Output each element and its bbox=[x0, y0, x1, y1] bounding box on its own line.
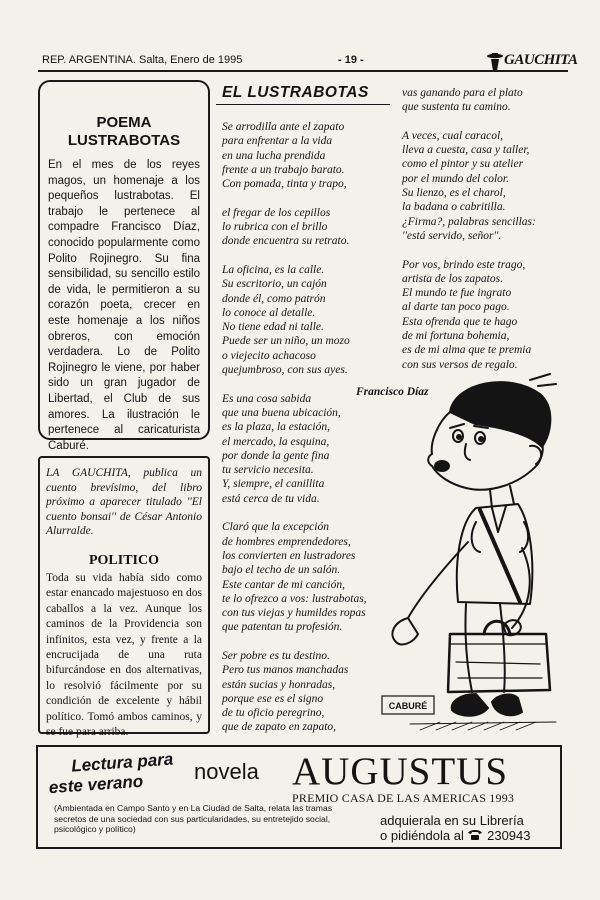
short-story-note: LA GAUCHITA, publica un cuento brevísimo, del libro próximo a aparecer titulado ''El cuento bonsai'' de César Antonio Alurralde. bbox=[46, 467, 202, 538]
ad-phone-number: 230943 bbox=[487, 828, 531, 843]
poem-line: como el pintor y su atelier bbox=[402, 158, 524, 171]
ad-slogan-line1: Lectura para bbox=[70, 749, 174, 776]
poem-line: están sucias y honradas, bbox=[222, 678, 336, 691]
ad-genre: novela bbox=[194, 759, 259, 784]
ad-description: (Ambientada en Campo Santo y en La Ciudad de Salta, relata las tramas secretos de una sociedad con sus particularidades, su entretejido social, psicológico y político) bbox=[54, 803, 333, 834]
poem-line: por donde la gente fina bbox=[222, 449, 330, 462]
poem-stanza bbox=[402, 258, 570, 372]
poem-line: Ser pobre es tu destino. bbox=[222, 649, 330, 662]
poem-stanza bbox=[222, 120, 392, 191]
poem-line: A veces, cual caracol, bbox=[402, 129, 504, 142]
poem-stanza bbox=[402, 129, 570, 243]
poem-line: Su lienzo, es el charol, bbox=[402, 187, 506, 200]
poem-line: donde encuentra su retrato. bbox=[222, 235, 350, 248]
poem-author: Francisco Díaz bbox=[356, 386, 429, 398]
poem-stanza bbox=[222, 263, 392, 377]
poem-stanza bbox=[222, 520, 392, 634]
ad-phone-line bbox=[380, 828, 531, 843]
illustrator-signature: CABURÉ bbox=[388, 701, 428, 711]
poem-line: bajo el techo de un salón. bbox=[222, 564, 341, 577]
poem-stanza bbox=[222, 392, 392, 506]
poem-line: Puede ser un niño, un mozo bbox=[222, 335, 350, 348]
poem-line: lleva a cuesta, casa y taller, bbox=[402, 144, 530, 157]
intro-box bbox=[38, 80, 210, 452]
poem-line: donde él, como patrón bbox=[222, 292, 326, 305]
book-advertisement bbox=[36, 745, 562, 849]
poem-line: artista de los zapatos. bbox=[402, 272, 503, 285]
intro-title-line1: POEMA bbox=[96, 114, 152, 131]
poem-stanza bbox=[222, 649, 392, 735]
intro-title bbox=[46, 114, 202, 150]
poem-line: con tus viejas y humildes ropas bbox=[222, 607, 366, 620]
intro-body: En el mes de los reyes magos, un homenaje a los pequeños lustrabotas. El trabajo le pertenece al compadre Francisco Díaz, conocido popularmente como Polito Rojinegro. Su fina sensibilidad, su sencillo estilo de vida, le permitieron a su corazón poeta, crecer en este homenaje a los niños obreros, con emoción verdadera. Lo de Polito Rojinegro le viene, por haber sido un gran jugador de Libertad, el Club de sus amores. La ilustración le pertenece al caricaturista Caburé. bbox=[48, 159, 200, 452]
poem-line: para enfrentar a la vida bbox=[222, 135, 333, 148]
poem-line: vas ganando para el plato bbox=[402, 87, 523, 99]
poem-line: lo conoce al detalle. bbox=[222, 306, 316, 319]
poem-line: Pero tus manos manchadas bbox=[222, 664, 349, 677]
ad-book-title: AUGUSTUS bbox=[292, 750, 509, 793]
poem-stanza bbox=[402, 86, 570, 115]
poem-title-rule bbox=[216, 104, 390, 105]
poem-line: Y, siempre, el canillita bbox=[222, 478, 325, 491]
poem-line: Este cantar de mi canción, bbox=[222, 578, 345, 591]
poem-line: en una lucha prendida bbox=[222, 149, 326, 162]
poem-line: Esta ofrenda que te hago bbox=[402, 315, 518, 328]
poem-line: el fregar de los cepillos bbox=[222, 206, 331, 219]
poem-line: al darte tan poco pago. bbox=[402, 301, 510, 314]
poem-line: Su escritorio, un cajón bbox=[222, 278, 327, 291]
poem-line: es de mi alma que te premia bbox=[402, 344, 532, 357]
poem-line: o viejecito achacoso bbox=[222, 349, 316, 362]
poem-line: porque ese es el signo bbox=[222, 692, 324, 705]
poem-line: de mi fortuna bohemia, bbox=[402, 330, 510, 343]
poem-column-2 bbox=[402, 86, 570, 386]
telephone-icon bbox=[467, 829, 483, 841]
poem-line: ''está servido, señor''. bbox=[402, 229, 502, 242]
poem-line: el mercado, la esquina, bbox=[222, 435, 330, 448]
poem-line: ¿Firma?, palabras sencillas: bbox=[402, 215, 536, 228]
intro-title-line2: LUSTRABOTAS bbox=[67, 132, 181, 149]
short-story-box bbox=[38, 456, 210, 739]
newspaper-logo bbox=[486, 52, 578, 72]
ad-award: PREMIO CASA DE LAS AMERICAS 1993 bbox=[292, 791, 515, 805]
poem-line: que sustenta tu camino. bbox=[402, 101, 511, 114]
poem-line: Con pomada, tinta y trapo, bbox=[222, 178, 347, 191]
poem-line: Se arrodilla ante el zapato bbox=[222, 121, 345, 133]
ad-phone-label: o pidiéndola al bbox=[380, 828, 464, 843]
poem-line: frente a un trabajo barato. bbox=[222, 163, 345, 176]
page-number: - 19 - bbox=[338, 54, 364, 66]
poem-line: que una buena ubicación, bbox=[222, 406, 341, 419]
poem-column-1 bbox=[222, 120, 392, 749]
ad-purchase-line: adquierala en su Librería bbox=[380, 813, 524, 828]
ad-slogan-line2: este verano bbox=[48, 771, 144, 798]
ad-slogan bbox=[47, 748, 199, 798]
short-story-title: POLITICO bbox=[88, 552, 159, 568]
header-dateline: REP. ARGENTINA. Salta, Enero de 1995 bbox=[42, 54, 243, 66]
logo-text: GAUCHITA bbox=[504, 52, 578, 68]
header-rule bbox=[38, 70, 568, 72]
poem-line: Es una cosa sabida bbox=[222, 392, 312, 405]
poem-line: Claró que la excepción bbox=[222, 521, 329, 534]
gaucho-logo-icon bbox=[486, 52, 504, 72]
poem-line: La oficina, es la calle. bbox=[222, 263, 325, 276]
poem-line: está cerca de tu vida. bbox=[222, 492, 320, 505]
poem-stanza bbox=[222, 206, 392, 249]
poem-line: con sus versos de regalo. bbox=[402, 358, 518, 371]
poem-line: lo rubrica con el brillo bbox=[222, 221, 328, 234]
poem-line: No tiene edad ni talle. bbox=[222, 321, 324, 334]
poem-title: EL LUSTRABOTAS bbox=[222, 84, 369, 101]
shoeshine-boy-illustration bbox=[380, 372, 572, 746]
short-story-body: Toda su vida había sido como estar enancado majestuoso en dos caballos a la vez. Aunque los caminos de la Providencia son infinitos, esta vez, y frente a la encrucijada de una ruta bifurcándose en dos alternativas, lo resolvió fácilmente por su condición de excelente y hábil político. Tomó ambos caminos, y se fue para arriba. bbox=[46, 571, 202, 739]
poem-line: Por vos, brindo este trago, bbox=[402, 258, 526, 271]
poem-line: quejumbroso, con sus ayes. bbox=[222, 364, 348, 377]
poem-line: de hombres emprendedores, bbox=[222, 535, 351, 548]
poem-line: por el mundo del color. bbox=[402, 172, 510, 185]
poem-line: que patentan tu profesión. bbox=[222, 621, 343, 634]
poem-line: es la plaza, la estación, bbox=[222, 421, 330, 434]
poem-line: tu servicio necesita. bbox=[222, 464, 314, 477]
poem-line: de tu oficio peregrino, bbox=[222, 707, 325, 720]
poem-line: los convierten en lustradores bbox=[222, 549, 356, 562]
poem-line: la badana o cabritilla. bbox=[402, 201, 506, 214]
poem-line: El mundo te fue ingrato bbox=[402, 287, 512, 300]
poem-line: te lo ofrezco a vos: lustrabotas, bbox=[222, 592, 367, 605]
poem-line: que de zapato en zapato, bbox=[222, 721, 337, 734]
